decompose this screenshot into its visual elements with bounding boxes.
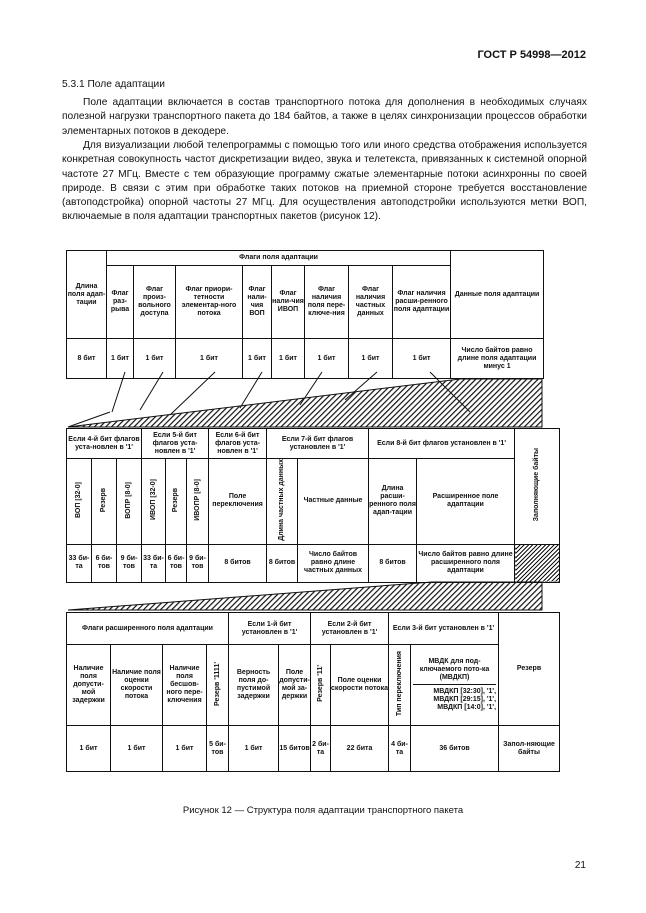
reserve-label: Резерв	[172, 487, 180, 513]
rate-field-label: Поле оценки скорости потока	[331, 645, 389, 726]
seamless-flag-label: Наличие поля бесшов-ного пере-ключения	[163, 645, 207, 726]
value-cell: 22 бита	[331, 726, 389, 772]
flag-value: 1 бит	[393, 339, 451, 379]
value-cell: 5 би-тов	[207, 726, 229, 772]
value-cell: 33 би-та	[142, 544, 166, 582]
len-value: 8 бит	[67, 339, 107, 379]
data-header: Данные поля адаптации	[451, 251, 544, 339]
value-cell: 1 бит	[229, 726, 279, 772]
group-seamless: Если 3-й бит установлен в '1'	[389, 613, 499, 645]
reserve-label: Резерв	[100, 487, 107, 513]
hatch-cell	[515, 544, 560, 582]
fan-1	[68, 379, 542, 427]
value-cell: 4 би-та	[389, 726, 411, 772]
flag-header: Флаг наличия расши-ренного поля адаптации	[393, 266, 451, 339]
rate-flag-label: Наличие поля оценки скорости потока	[111, 645, 163, 726]
ext-field-label: Расширенное поле адаптации	[417, 459, 515, 545]
pcr-ext-label: ВОПР [8-0]	[125, 481, 132, 519]
value-cell: 1 бит	[111, 726, 163, 772]
private-len-label: Длина частных данных	[278, 459, 286, 541]
dts-bits: МВДКП [14:0], '1',	[437, 704, 497, 711]
value-cell: 8 битов	[267, 544, 298, 582]
value-cell: 1 бит	[163, 726, 207, 772]
value-cell: 36 битов	[411, 726, 499, 772]
stuffing-label: Заполняющие байты	[533, 448, 541, 522]
ext-len-label: Длина расши-ренного поля адап-тации	[369, 459, 417, 545]
group-private: Если 7-й бит флагов установлен в '1'	[267, 429, 369, 459]
dts-label: МВДК для под-ключаемого пото-ка (МВДКП)	[413, 658, 496, 685]
opcr-label: ИВОП [32-0]	[149, 479, 157, 521]
dts-bits: МВДКП [29:15], '1',	[433, 696, 497, 703]
flag-value: 1 бит	[243, 339, 272, 379]
group-pcr: Если 4-й бит флагов уста-новлен в '1'	[67, 429, 142, 459]
fan-2	[68, 582, 542, 610]
value-cell: 1 бит	[67, 726, 111, 772]
flag-value: 1 бит	[134, 339, 176, 379]
optional-fields-table	[66, 428, 560, 583]
value-cell: 8 битов	[369, 544, 417, 582]
value-cell: 15 битов	[279, 726, 311, 772]
value-cell: 6 би-тов	[92, 544, 117, 582]
flag-header: Флаг нали-чия ВОП	[243, 266, 272, 339]
value-cell: 33 би-та	[67, 544, 92, 582]
value-cell: Число байтов равно длине частных данных	[298, 544, 369, 582]
group-rate: Если 2-й бит установлен в '1'	[311, 613, 389, 645]
figure-caption: Рисунок 12 — Структура поля адаптации транспортного пакета	[182, 805, 464, 816]
len-header: Длина поля адап-тации	[67, 251, 107, 339]
value-cell: 9 би-тов	[117, 544, 142, 582]
ltw-field-label: Поле допусти-мой за-держки	[279, 645, 311, 726]
group-splice: Если 6-й бит флагов уста-новлен в '1'	[209, 429, 267, 459]
flag-header: Флаг приори-тетности элементар-ного потока	[176, 266, 243, 339]
value-cell: Число байтов равно длине расширенного поля адаптации	[417, 544, 515, 582]
group-ltw: Если 1-й бит установлен в '1'	[229, 613, 311, 645]
section-title: 5.3.1 Поле адаптации	[62, 79, 165, 90]
data-value: Число байтов равно длине поля адаптации минус 1	[451, 339, 544, 379]
flag-header: Флаг произ-вольного доступа	[134, 266, 176, 339]
ltw-flag-label: Наличие поля допусти-мой задержки	[67, 645, 111, 726]
splice-type-label: Тип переключения	[395, 650, 403, 717]
flags-title: Флаги поля адаптации	[107, 251, 451, 266]
extension-field-table	[66, 612, 560, 772]
value-cell: 2 би-та	[311, 726, 331, 772]
page-number: 21	[574, 860, 586, 871]
dts-bits: МВДКП [32:30], '1',	[433, 688, 497, 695]
flag-value: 1 бит	[272, 339, 305, 379]
adaptation-field-table	[66, 250, 544, 379]
paragraph-1: Поле адаптации включается в состав транспортного потока для дополнения в необходимых случаях полезной нагрузки транспортного пакета до 184 байтов, а также в целях синхронизации процессов обработки элементарных потоков в декодере.	[62, 97, 587, 137]
value-cell: Запол-няющие байты	[499, 726, 560, 772]
opcr-ext-label: ИВОПР [8-0]	[193, 479, 201, 521]
flag-header: Флаг раз-рыва	[107, 266, 134, 339]
value-cell: 9 би-тов	[187, 544, 209, 582]
paragraph-2: Для визуализации любой телепрограммы с помощью того или иного средства отображения используется конкретная совокупность частот дискретизации видео, звука и телетекста, привязанных к системной опорной частоте 27 МГц. Вместе с тем образующие программу сжатые элементарные потоки асинхронны по своей природе. В связи с этим при обработке таких потоков на приемной стороне требуется восстановление (автоподстройка) опорной частоты 27 МГц. Для осуществления автоподстройки используются метки ВОП, включаемые в поля адаптации транспортных пакетов (рисунок 12).	[62, 140, 587, 223]
splice-label: Поле переключения	[209, 459, 267, 545]
flag-value: 1 бит	[107, 339, 134, 379]
group-extension: Если 8-й бит флагов установлен в '1'	[369, 429, 515, 459]
ext-flags-title: Флаги расширенного поля адаптации	[67, 613, 229, 645]
flag-header: Флаг нали-чия ИВОП	[272, 266, 305, 339]
reserve-bits-label: Резерв '11'	[316, 665, 324, 702]
group-opcr: Если 5-й бит флагов уста-новлен в '1'	[142, 429, 209, 459]
flag-value: 1 бит	[349, 339, 393, 379]
private-data-label: Частные данные	[298, 459, 369, 545]
reserve-bits-label: Резерв '1111'	[213, 661, 221, 706]
flag-value: 1 бит	[176, 339, 243, 379]
pcr-label: ВОП [32-0]	[75, 481, 82, 518]
reserve-header: Резерв	[499, 613, 560, 726]
value-cell: 8 битов	[209, 544, 267, 582]
value-cell: 6 би-тов	[166, 544, 187, 582]
flag-header: Флаг наличия частных данных	[349, 266, 393, 339]
flag-header: Флаг наличия поля пере-ключе-ния	[305, 266, 349, 339]
flag-value: 1 бит	[305, 339, 349, 379]
ltw-valid-label: Верность поля до-пустимой задержки	[229, 645, 279, 726]
standard-header: ГОСТ Р 54998—2012	[477, 49, 586, 61]
